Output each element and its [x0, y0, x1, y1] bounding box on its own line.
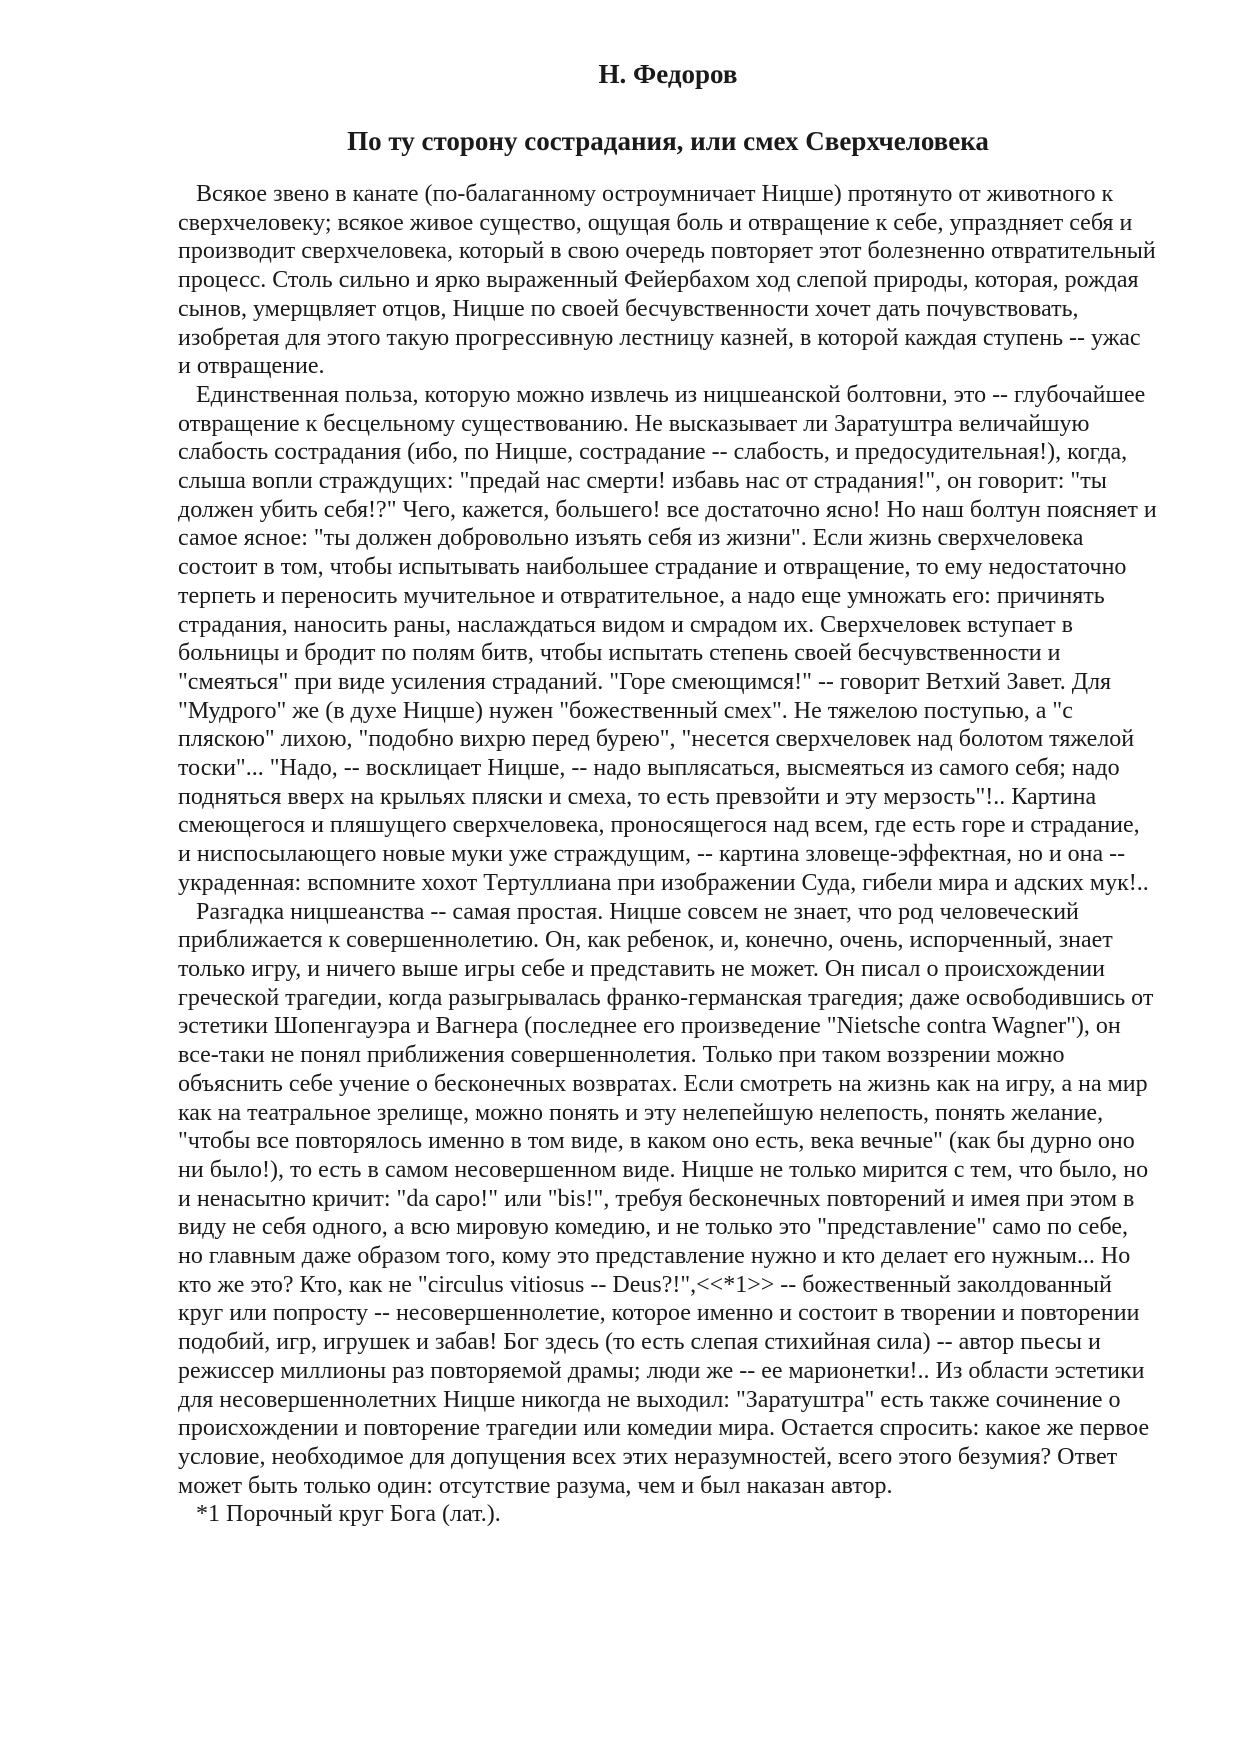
paragraph-1: Всякое звено в канате (по-балаганному остроумничает Ницше) протянуто от животного к сверхчеловеку; всякое живое существо, ощущая боль и отвращение к себе, упраздняет себя и производит сверхчеловека, который в свою очередь повторяет этот болезненно отвратительный процесс. Столь сильно и ярко выраженный Фейербахом ход слепой природы, которая, рождая сынов, умерщвляет отцов, Ницше по своей бесчувственности хочет дать почувствовать, изобретая для этого такую прогрессивную лестницу казней, в которой каждая ступень -- ужас и отвращение. — [178, 181, 1156, 380]
paragraph-3: Разгадка ницшеанства -- самая простая. Ницше совсем не знает, что род человеческий приближается к совершеннолетию. Он, как ребенок, и, конечно, очень, испорченный, знает только игру, и ничего выше игры себе и представить не может. Он писал о происхождении греческой трагедии, когда разыгрывалась франко-германская трагедия; даже освободившись от эстетики Шопенгауэра и Вагнера (последнее его произведение "Nietsche contra Wagner"), он все-таки не понял приближения совершеннолетия. Только при таком воззрении можно объяснить себе учение о бесконечных возвратах. Если смотреть на жизнь как на игру, а на мир как на театральное зрелище, можно понять и эту нелепейшую нелепость, понять желание, "чтобы все повторялось именно в том виде, в каком оно есть, века вечные" (как бы дурно оно ни было!), то есть в самом несовершенном виде. Ницше не только мирится с тем, что было, но и ненасытно кричит: "da capo!" или "bis!", требуя бесконечных повторений и имея при этом в виду не себя одного, а всю мировую комедию, и не только это "представление" само по себе, но главным даже образом того, кому это представление нужно и кто делает его нужным... Но кто же это? Кто, как не "circulus vitiosus -- Deus?!",<<*1>> -- божественный заколдованный круг или попросту -- несовершеннолетие, которое именно и состоит в творении и повторении подобий, игр, игрушек и забав! Бог здесь (то есть слепая стихийная сила) -- автор пьесы и режиссер миллионы раз повторяемой драмы; люди же -- ее марионетки!.. Из области эстетики для несовершеннолетних Ницше никогда не выходил: "Заратуштра" есть также сочинение о происхождении и повторение трагедии или комедии мира. Остается спросить: какое же первое условие, необходимое для допущения всех этих неразумностей, всего этого безумия? Ответ может быть только один: отсутствие разума, чем и был наказан автор. — [178, 898, 1154, 1499]
author-heading: Н. Федоров — [598, 59, 738, 89]
essay-title: По ту сторону сострадания, или смех Сверхчеловека — [347, 126, 989, 156]
paragraph-2: Единственная польза, которую можно извлечь из ницшеанской болтовни, это -- глубочайшее отвращение к бесцельному существованию. Не высказывает ли Заратуштра величайшую слабость сострадания (ибо, по Ницше, сострадание -- слабость, и предосудительная!), когда, слыша вопли страждущих: "предай нас смерти! избавь нас от страдания!", он говорит: "ты должен убить себя!?" Чего, кажется, большего! все достаточно ясно! Но наш болтун поясняет и самое ясное: "ты должен добровольно изъять себя из жизни". Если жизнь сверхчеловека состоит в том, чтобы испытывать наибольшее страдание и отвращение, то ему недостаточно терпеть и переносить мучительное и отвратительное, а надо еще умножать его: причинять страдания, наносить раны, наслаждаться видом и смрадом их. Сверхчеловек вступает в больницы и бродит по полям битв, чтобы испытать степень своей бесчувственности и "смеяться" при виде усиления страданий. "Горе смеющимся!" -- говорит Ветхий Завет. Для "Мудрого" же (в духе Ницше) нужен "божественный смех". Не тяжелою поступью, а "с пляскою" лихою, "подобно вихрю перед бурею", "несется сверхчеловек над болотом тяжелой тоски"... "Надо, -- восклицает Ницше, -- надо выплясаться, высмеяться из самого себя; надо подняться вверх на крыльях пляски и смеха, то есть превзойти и эту мерзость"!.. Картина смеющегося и пляшущего сверхчеловека, проносящегося над всем, где есть горе и страдание, и ниспосылающего новые муки уже страждущим, -- картина зловеще-эффектная, но и она -- украденная: вспомните хохот Тертуллиана при изображении Суда, гибели мира и адских мук!.. — [178, 381, 1157, 896]
document-page — [178, 58, 1158, 1529]
footnote: *1 Порочный круг Бога (лат.). — [196, 1501, 501, 1528]
